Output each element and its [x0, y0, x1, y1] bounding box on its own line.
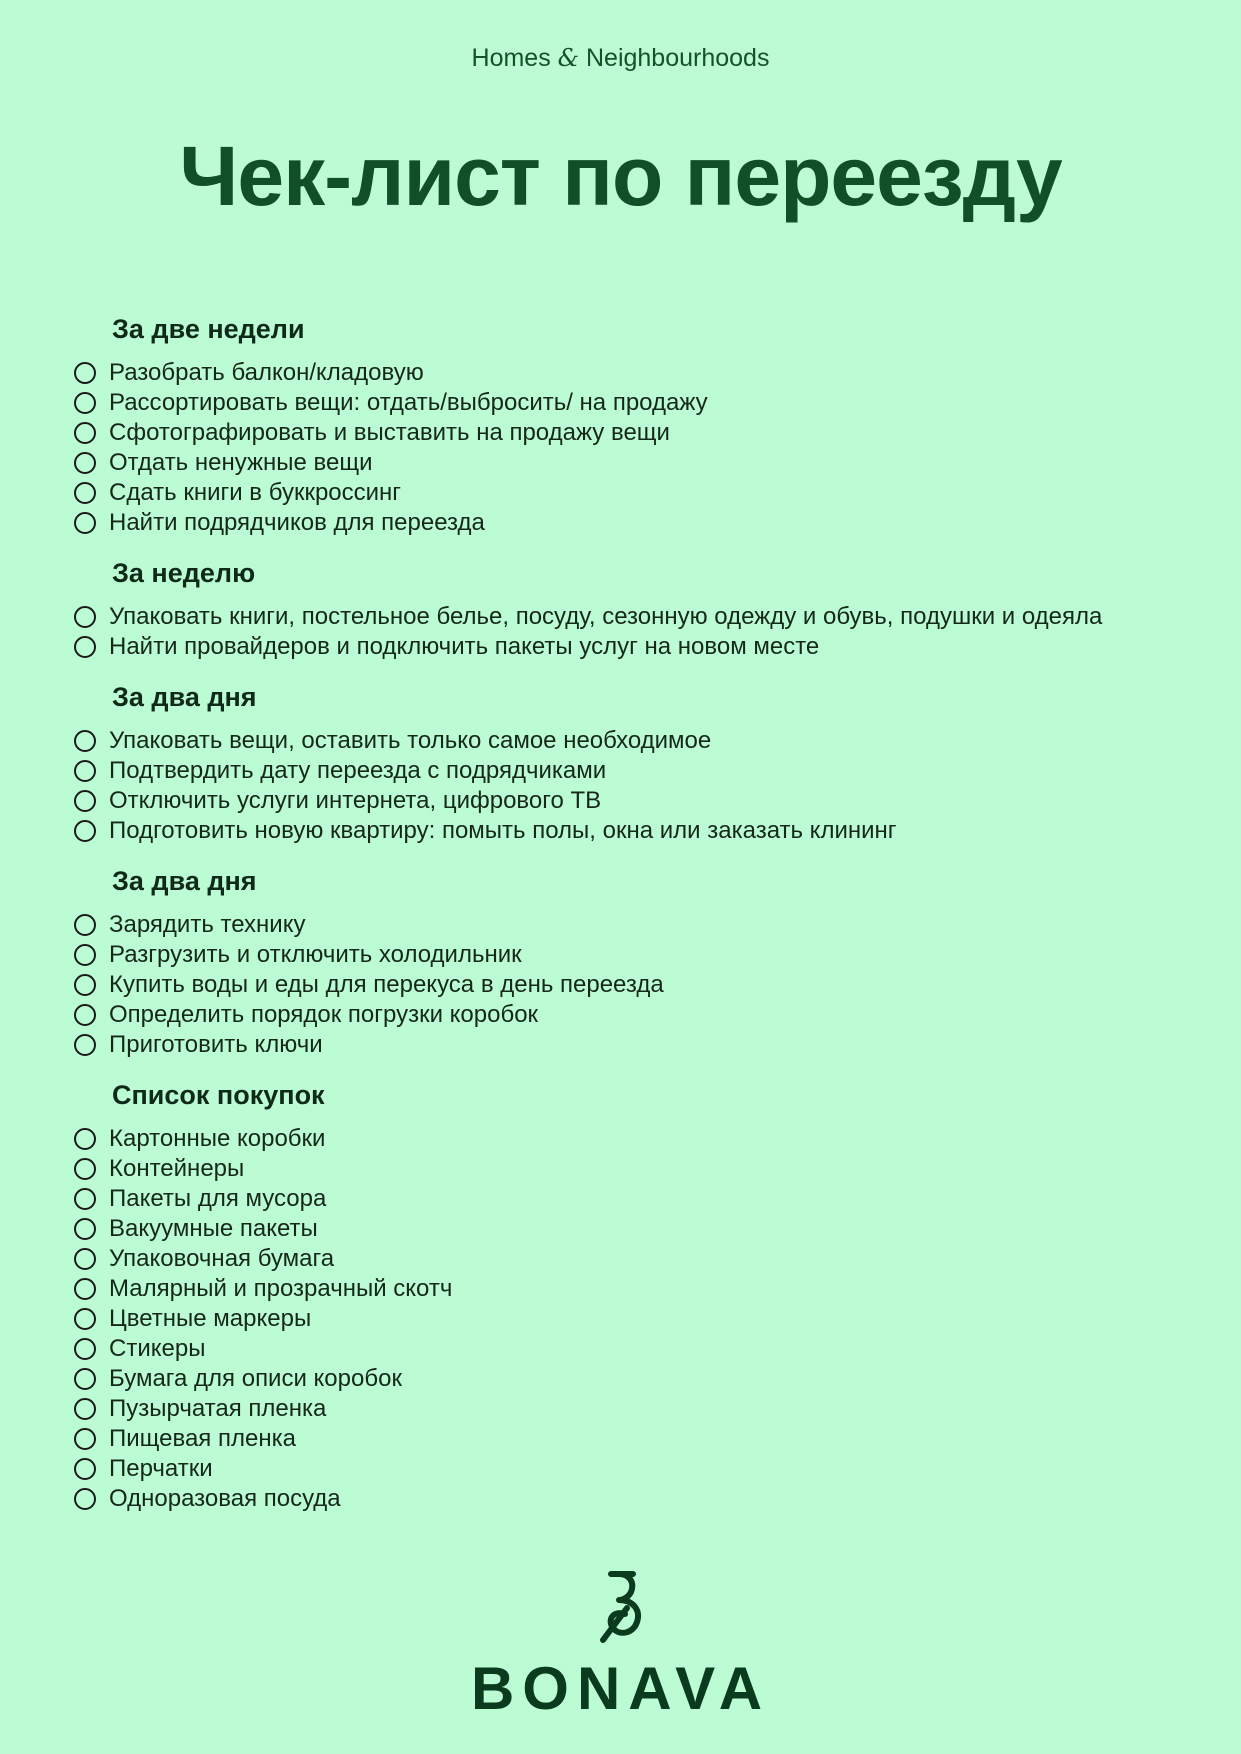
item-label: Бумага для описи коробок: [109, 1365, 402, 1392]
list-item: [74, 1274, 1224, 1304]
list-item: [74, 970, 1224, 1000]
list-item: [74, 940, 1224, 970]
item-label: Отдать ненужные вещи: [109, 449, 373, 476]
brand-homes: Homes: [471, 44, 551, 72]
list-item: [74, 448, 1224, 478]
list-item: [74, 756, 1224, 786]
list-item: [74, 632, 1224, 662]
checkbox[interactable]: [74, 636, 96, 658]
checkbox[interactable]: [74, 1188, 96, 1210]
checkbox[interactable]: [74, 790, 96, 812]
item-label: Одноразовая посуда: [109, 1485, 341, 1512]
item-label: Купить воды и еды для перекуса в день переезда: [109, 971, 664, 998]
brand-neighbourhoods: Neighbourhoods: [585, 44, 770, 72]
item-label: Отключить услуги интернета, цифрового ТВ: [109, 787, 602, 814]
item-label: Сдать книги в буккроссинг: [109, 479, 402, 506]
section-title: За два дня: [112, 682, 257, 712]
brand-ampersand: &: [557, 44, 580, 72]
list-item: [74, 1154, 1224, 1184]
item-label: Подтвердить дату переезда с подрядчиками: [109, 757, 607, 784]
checkbox[interactable]: [74, 1278, 96, 1300]
checkbox[interactable]: [74, 392, 96, 414]
bonava-logo: [0, 1570, 1241, 1723]
item-label: Рассортировать вещи: отдать/выбросить/ на продажу: [109, 389, 708, 416]
checkbox[interactable]: [74, 606, 96, 628]
bonava-mark-icon: [589, 1570, 653, 1646]
section-one-week: [74, 554, 1224, 662]
list-item: [74, 1424, 1224, 1454]
list-item: [74, 786, 1224, 816]
list-item: [74, 1124, 1224, 1154]
item-label: Цветные маркеры: [109, 1305, 312, 1332]
list-item: [74, 1334, 1224, 1364]
section-two-weeks: [74, 310, 1224, 538]
list-item: [74, 726, 1224, 756]
item-label: Перчатки: [109, 1455, 213, 1482]
checkbox[interactable]: [74, 730, 96, 752]
list-item: [74, 1394, 1224, 1424]
item-label: Зарядить технику: [109, 911, 306, 938]
list-item: [74, 1244, 1224, 1274]
checkbox[interactable]: [74, 1488, 96, 1510]
checkbox[interactable]: [74, 820, 96, 842]
item-label: Найти подрядчиков для переезда: [109, 509, 485, 536]
item-label: Упаковать вещи, оставить только самое необходимое: [109, 727, 712, 754]
checkbox[interactable]: [74, 1004, 96, 1026]
section-two-days-a: [74, 678, 1224, 846]
item-label: Определить порядок погрузки коробок: [109, 1001, 539, 1028]
checkbox[interactable]: [74, 1398, 96, 1420]
checkbox[interactable]: [74, 452, 96, 474]
item-label: Упаковочная бумага: [109, 1245, 335, 1272]
list-item: [74, 602, 1224, 632]
checkbox[interactable]: [74, 512, 96, 534]
checklist: [74, 310, 1224, 1530]
list-item: [74, 816, 1224, 846]
header-brand: [0, 44, 1241, 73]
section-two-days-b: [74, 862, 1224, 1060]
section-title: За две недели: [112, 314, 305, 344]
section-shopping-list: [74, 1076, 1224, 1514]
list-item: [74, 418, 1224, 448]
checkbox[interactable]: [74, 362, 96, 384]
checkbox[interactable]: [74, 1308, 96, 1330]
page-title: Чек-лист по переезду: [179, 129, 1062, 223]
item-label: Вакуумные пакеты: [109, 1215, 318, 1242]
item-label: Разгрузить и отключить холодильник: [109, 941, 522, 968]
list-item: [74, 1214, 1224, 1244]
item-label: Сфотографировать и выставить на продажу вещи: [109, 419, 670, 446]
item-label: Подготовить новую квартиру: помыть полы, окна или заказать клининг: [109, 817, 897, 844]
item-label: Приготовить ключи: [109, 1031, 323, 1058]
checkbox[interactable]: [74, 1218, 96, 1240]
item-label: Пищевая пленка: [109, 1425, 296, 1452]
item-label: Малярный и прозрачный скотч: [109, 1275, 453, 1302]
item-label: Контейнеры: [109, 1155, 245, 1182]
checkbox[interactable]: [74, 944, 96, 966]
checkbox[interactable]: [74, 1158, 96, 1180]
checkbox[interactable]: [74, 1338, 96, 1360]
item-label: Пакеты для мусора: [109, 1185, 327, 1212]
section-title: Список покупок: [112, 1080, 325, 1110]
list-item: [74, 478, 1224, 508]
section-title: За неделю: [112, 558, 256, 588]
item-label: Упаковать книги, постельное белье, посуду, сезонную одежду и обувь, подушки и одеяла: [109, 603, 1103, 630]
list-item: [74, 1030, 1224, 1060]
list-item: [74, 388, 1224, 418]
list-item: [74, 1364, 1224, 1394]
list-item: [74, 1000, 1224, 1030]
checkbox[interactable]: [74, 914, 96, 936]
item-label: Найти провайдеров и подключить пакеты услуг на новом месте: [109, 633, 820, 660]
checkbox[interactable]: [74, 1368, 96, 1390]
checkbox[interactable]: [74, 1458, 96, 1480]
list-item: [74, 1304, 1224, 1334]
checkbox[interactable]: [74, 1128, 96, 1150]
item-label: Пузырчатая пленка: [109, 1395, 327, 1422]
item-label: Картонные коробки: [109, 1125, 326, 1152]
checkbox[interactable]: [74, 422, 96, 444]
checkbox[interactable]: [74, 974, 96, 996]
checkbox[interactable]: [74, 760, 96, 782]
list-item: [74, 1184, 1224, 1214]
list-item: [74, 358, 1224, 388]
item-label: Разобрать балкон/кладовую: [109, 359, 424, 386]
list-item: [74, 1454, 1224, 1484]
checkbox[interactable]: [74, 1428, 96, 1450]
bonava-wordmark: BONAVA: [470, 1655, 771, 1722]
checkbox[interactable]: [74, 1248, 96, 1270]
checkbox[interactable]: [74, 482, 96, 504]
list-item: [74, 508, 1224, 538]
section-title: За два дня: [112, 866, 257, 896]
list-item: [74, 1484, 1224, 1514]
checkbox[interactable]: [74, 1034, 96, 1056]
list-item: [74, 910, 1224, 940]
item-label: Стикеры: [109, 1335, 206, 1362]
